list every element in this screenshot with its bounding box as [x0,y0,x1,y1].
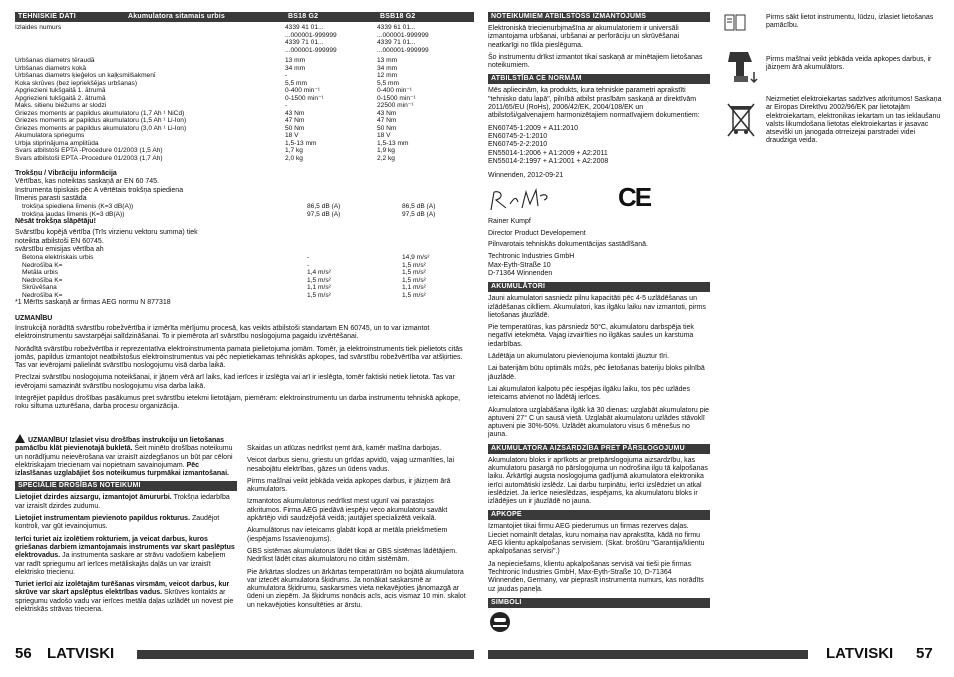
safety-wear-icon [488,611,514,633]
page-number-56: 56 [15,645,32,662]
intended-use-header: NOTEIKUMIEM ATBILSTOŠS IZMANTOJUMS [488,12,710,22]
table-row: Urbšanas diametrs ķieģelos un kaļķsmilšakmenī - 12 mm [15,72,398,79]
attention-heading: UZMANĪBU [15,314,53,322]
symbol-weee-text: Neizmetiet elektroiekartas sadzīves atkritumos! Saskaņa ar Eiropas Direktīvu 2002/96/EK par lietotajām elektroiekartam, elektronikas iekartam un tas ieklaušanu valsts likumdošana lietotas elektroiekartas ir jasavac atseviški un janogada otrreizejai parstradei videi draudziga veida. [766,96,942,145]
language-label-right: LATVISKI [826,645,894,662]
symbols-header: SIMBOLI [488,598,710,608]
table-row: Maks. sitienu biežums ar slodzi - 22500 min⁻¹ [15,102,414,109]
table-row: Urbja stiprinājuma amplitūda 1,5-13 mm 1,5-13 mm [15,139,409,147]
weee-bin-icon [722,100,760,138]
special-safety-header: SPECIĀLIE DROŠĪBAS NOTEIKUMI [15,481,237,491]
footer-rule-left [137,650,474,659]
noise-intro-1: Vērtības, kas noteiktas saskaņā ar EN 60 745. [15,178,159,186]
warning-triangle-icon [15,434,25,443]
battery-removal-icon [722,48,762,86]
footnote: *1 Mērīts saskaņā ar firmas AEG normu N 877318 [15,299,171,307]
tech-data-section [15,12,474,416]
table-row: Nedrošība K= 1,5 m/s² 1,5 m/s² [22,291,426,299]
right-col-a: NOTEIKUMIEM ATBILSTOŠS IZMANTOJUMS Elektroniskā triecienurbjmašīna ar akumulatoriem ir universāli izmantojama urbšanai, urbšanai ar perforāciju un skrūvēšanai neatkarīgi no tīkla pieslēguma. Šo instrumentu drīkst izmantot tikai saskaņā ar minētajiem lietošanas noteikumiem. ATBILSTĪBA CE NORMĀM Mēs apliecinām, ka produkts, kura tehniskie parametri aprakstīti "tehnisko datu lapā", pilnībā atbilst prasībām saskaņā ar direktīvām 2011/65/EU (RoHs), 2006/42/EK, 2004/108/EK un atbilstoši/galvenajiem harmonizētajiem normatīvajiem dokumentiem: EN60745-1:2009 + A11:2010 EN60745-2-1:2010 EN60745-2-2:2010 EN55014-1:2006 + A1:2009 + A2:2011 EN55014-2:1997 + A1:2001 + A2:2008 Winnenden, 2012-09-21 CE Rainer Kumpf Director Product Developement Pilnvarotais tehniskās dokumentācijas sastādīšanā. Techtronic Industries GmbH Max-Eyth-Straße 10 D-71364 Winnenden AKUMULĀTORI Jauni akumulatori sasniedz pilnu kapacitāti pēc 4-5 uzlādēšanas un izlādēšanas ciklliem. Akumulatori, kas ilgāku laiku nav izmantoti, pirms lietošanas jāuzlādē. Pie temperatūras, kas pārsniedz 50°C, akumulatoru darbspēja tiek negatīvi ietekmēta. Vajag izvairīties no ilgākas saules un karstuma iedarbības. Lādētāja un akumulatoru pievienojuma kontakti jāuztur tīri. Lai baterijām būtu optimāls mūžs, pēc lietošanas bateriju bloks pilnībā jāuzlādē. Lai akumulatori kalpotu pēc iespējas ilgāku laiku, tos pēc uzlādes ieteicams atvienot no lādētāj ierīces. Akumulatora uzglabāšana ilgāk kā 30 dienas: uzglabāt akumulatoru pie aptuveni 27° C un sausā vietā. Uzglabāt akumulatoru uzlādes stāvoklī aptuveni pie 30%-50%. Uzlādēt akumulatoru visus 6 mēnešus no jauna. AKUMULATORA AIZSARDZĪBA PRET PĀRSLOGOJUMU Akumulatoru bloks ir aprīkots ar pretpārslogojuma aizsardzību, kas akumulatoru pasargā no pārslogojuma un nodrošina ilgu tā kalpošanas laiku. Ārkārtīgi augsta noslogojuma gadījumā akumulatora elektronika ierīci automātiski izslēdz. Lai darbu turpinātu, ierīci izslēdziet un atkal ieslēdziet. Ja ierīce neieslēdzas, iespējams, ka akumulatoru bloks ir izlādējies un ir jāuzlādē no jauna. APKOPE Izmantojiet tikai firmu AEG piederumus un firmas rezerves daļas. Lieciet nomainīt detaļas, kuru nomaiņa nav aprakstīta, kādā no firmu AEG klientu apkalpošanas servisiem. (Skat. brošūru "Garantija/klientu apkalpošanas servisi".) Ja nepieciešams, klientu apkalpošanas servisā vai tieši pie firmas Techtronic Industries GmbH, Max-Eyth-Straße 10, D-71364 Winnenden, Germany, var pieprasīt instrumenta numurs, kas norādīts uz jaudas paneļa. SIMBOLI [488,12,710,636]
table-row: Nedrošība K= - 1,5 m/s² [22,261,426,269]
noise-vibration-block: Trokšņu / Vibrāciju informācija Vērtības, kas noteiktas saskaņā ar EN 60 745. Instrumenta tipiskais pēc A vērtētais trokšņa spiediena līmenis parasti sastāda trokšņa spiediena līmenis (K=3 dB(A)) 86,5 dB (A) 86,5 dB (A) trokšņa jaudas līmenis (K=3 dB(A)) 97,5 dB (A) 97,5 dB (A) Nēsāt trokšņa slāpētāju! Svārstību kopējā vērtība (Trīs virzienu vektoru summa) tiek noteikta atbilstoši EN 60745. svārstību emisijas vērtība ah Betona elektriskais urbis - 14,9 m/s² Nedrošība K= - 1,5 m/s² Metāla urbis 1,4 m/s² 1,5 m/s² Nedrošība K= 1,5 m/s² 1,5 m/s² Skrūvēšana 1,1 m/s² 1,1 m/s² Nedrošība K= 1,5 m/s² 1,5 m/s² *1 Mērīts saskaņā ar firmas AEG normu N 877318 [15,170,474,308]
table-row: Apgriezieni tukšgaitā 2. ātrumā 0-1500 min⁻¹ 0-1500 min⁻¹ [15,94,416,102]
page-number-57: 57 [916,645,933,662]
table-row: Betona elektriskais urbis - 14,9 m/s² [22,254,430,262]
footer-rule-right [488,650,808,659]
right-footer [488,647,940,661]
noise-intro-2: Instrumenta tipiskais pēc A vērtētais trokšņa spiediena [15,186,184,194]
left-lower-col-b: Skaidas un atlūzas nedrīkst ņemt ārā, kamēr mašīna darbojas. Veicot darbus sienu, griestu un grīdas apvidū, vajag uzmanīties, lai nesabojātu elektrības, gāzes un ūdens vadus. Pirms mašīnai veikt jebkāda veida apkopes darbus, ir jāizņem ārā akumulators. Izmantotos akumulatorus nedrīkst mest ugunī vai parastajos atkritumos. Firma AEG piedāvā iespēju veco akumulatoru savākt apkārtējo vidi saudzējošā veidā; jautājiet specializētā veikalā. Akumulātorus nav ieteicams glabāt kopā ar metāla priekšmetiem (iespējams īssavienojums). GBS sistēmas akumulatorus lādēt tikai ar GBS sistēmas lādētājiem. Nedrīkst lādēt citas akumulatoru no citām sistēmām. Pie ārkārtas slodzes un ārkārtas temperatūrām no bojātā akumulatora var iztecēt akumulatora šķidrums. Ja nonākat saskarsmē ar akumulatora šķidrumu, saskarsmes vieta nekavējoties jānomazgā ar ūdeni un ziepēm. Ja šķidrums nonācis acīs, acis vismaz 10 min. skalot un nekavējoties konsultēties ar ārstu. [247,445,466,609]
ce-mark: CE [618,182,651,213]
noise-heading: Trokšņu / Vibrāciju informācija [15,170,117,177]
table-row: Metāla urbis 1,4 m/s² 1,5 m/s² [22,269,426,277]
vibration-table [15,254,474,299]
conformity-block: Mēs apliecinām, ka produkts, kura tehniskie parametri aprakstīti "tehnisko datu lapā", pilnībā atbilst prasībām saskaņā ar direktīvām 2011/65/EU (RoHs), 2006/42/EK, 2004/108/EK un atbilstoši/galvenajiem harmonizētajiem normatīvajiem dokumentiem: EN60745-1:2009 + A11:2010 EN60745-2-1:2010 EN60745-2-2:2010 EN55014-1:2006 + A1:2009 + A2:2011 EN55014-2:1997 + A1:2001 + A2:2008 Winnenden, 2012-09-21 CE Rainer Kumpf Director Product Developement Pilnvarotais tehniskās dokumentācijas sastādīšanā. Techtronic Industries GmbH Max-Eyth-Straße 10 D-71364 Winnenden [488,87,700,277]
serial-number-block: Izlaides numurs 4339 41 01... 4339 61 01... ...000001-999999 ...000001-999999 4339 71 01... 4339 71 01... ...000001-999999 ...000001-999999 [15,24,429,54]
symbol-read-manual-text: Pirms sākt lietot instrumentu, lūdzu, izlasiet lietošanas pamācību. [766,14,934,30]
table-row: Svars atbilstoši EPTA -Procedure 01/2003 (1,7 Ah) 2,0 kg 2,2 kg [15,154,395,162]
read-manual-icon [722,12,748,34]
maintenance-header: APKOPE [488,510,710,520]
left-lower-col-a: UZMANĪBU! Izlasiet visu drošības instrukciju un lietošanas pamācību klāt pievienotajā bukletā. Šeit minēto drošības noteikumu un norādījumu neievērošana var izraisīt aizdegšanos un būt par cēloni elektriskajam triecienam vai nopietnam savainojumam. Pēc izlasīšanas uzglabājiet šos noteikumus turpmākai izmantošanai. SPECIĀLIE DROŠĪBAS NOTEIKUMI Lietojiet dzirdes aizsargu, izmantojot āmururbi. Trokšņa iedarbība var izraisīt dzirdes zudumu. Lietojiet instrumentam pievienoto papildus rokturus. Zaudējot kontroli, var gūt ievainojumus. Ierīci turiet aiz izolētiem rokturiem, ja veicat darbus, kuros griešanas darbiem izmantojamais instruments var skart paslēptus elektrovadus. Ja instrumenta saskare ar strāvu vadošiem kabeļiem var radīt spriegumu arī ierīces metāliskajās daļās un var izraisīt elektrisko triecienu. Turiet ierīci aiz izolētajām turēšanas virsmām, veicot darbus, kur skrūve var skart apslēptus elektrības vadus. Skrūves kontakts ar spriegumu vadošo vadu var ierīces metāla daļas uzlādēt un novest pie elektriskās strāvas trieciena. [15,434,237,618]
batteries-header: AKUMULĀTORI [488,282,710,292]
table-row: Svars atbilstoši EPTA -Procedure 01/2003 (1,5 Ah) 1,7 kg 1,9 kg [15,147,395,154]
language-label-left: LATVISKI [47,645,115,662]
table-row: Urbšanas diametrs tēraudā 13 mm 13 mm [15,57,398,64]
signature-image [488,186,558,214]
table-row: Griezes moments ar papildus akumulatoru (1,5 Ah ¹ Li-Ion) 47 Nm 47 Nm [15,117,397,124]
table-row: Koka skrūves (bez iepriekšējas urbšanas) 5,5 mm 5,5 mm [15,79,399,87]
table-row: Griezes moments ar papildus akumulatoru (1,7 Ah ¹ NiCd) 43 Nm 43 Nm [15,109,397,117]
table-row: Nedrošība K= 1,5 m/s² 1,5 m/s² [22,276,426,284]
noise-intro-3: līmenis parasti sastāda [15,194,87,202]
symbol-battery-text: Pirms mašīnai veikt jebkāda veida apkopes darbus, ir jāizņem ārā akumulātors. [766,56,932,72]
table-row: Akumulatora spriegums 18 V 18 V [15,132,391,139]
ear-protection-note: Nēsāt trokšņa slāpētāju! [15,218,96,226]
left-footer [15,647,474,661]
table-row: Apgriezieni tukšgaitā 1. ātrumā 0-400 min⁻¹ 0-400 min⁻¹ [15,87,412,94]
attention-block: UZMANĪBU Instrukcijā norādītā svārstību robežvērtība ir izmērīta mērījumu procesā, kas veikts atbilstoši standartam EN 60745, un to var izmantot elektroinstrumentu savstarpējai salīdzināšanai. To ir piemērota arī svārstību noslogojuma pagaidu izvērtēšanai. Norādītā svārstību robežvērtība ir reprezentatīva elektroinstrumenta pamata pielietojuma jomām. Tomēr, ja elektroinstruments tiek pielietots citās jomās, papildus izmantojot neatbilstošus elektroinstrumentus vai pēc nepietiekamas tehniskās apkopes, tad svārstību robežvērtība var atšķirties. Tas var ievērojami palielināt svārstību noslogojumu visā darba laikā. Precīzai svārstību noslogojuma noteikšanai, ir jāņem vērā arī laiks, kad ierīces ir izslēgta vai arī ir ieslēgta, tomēr faktiski netiek lietota. Tas var ievērojami samazināt svārstību noslogojumu visa darba laikā. Integrējiet papildus drošības pasākumus pret svārstību ietekmi lietotājam, piemēram: elektroinstrumentu un darba instrumentu tehniskā apkope, roku siltuma uzturēšana, darba procesu organizācija. [15,315,474,412]
conformity-header: ATBILSTĪBA CE NORMĀM [488,74,710,84]
tech-data-header: TEHNISKIE DATI Akumulatora sitamais urbis BS18 G2 BSB18 G2 [15,12,474,22]
overload-header: AKUMULATORA AIZSARDZĪBA PRET PĀRSLOGOJUMU [488,444,710,454]
table-row: Griezes moments ar papildus akumulatoru (3,0 Ah ¹ Li-Ion) 50 Nm 50 Nm [15,124,397,132]
tech-data-table [15,57,474,162]
table-row: Skrūvēšana 1,1 m/s² 1,1 m/s² [22,284,426,292]
table-row: Urbšanas diametrs kokā 34 mm 34 mm [15,64,398,72]
